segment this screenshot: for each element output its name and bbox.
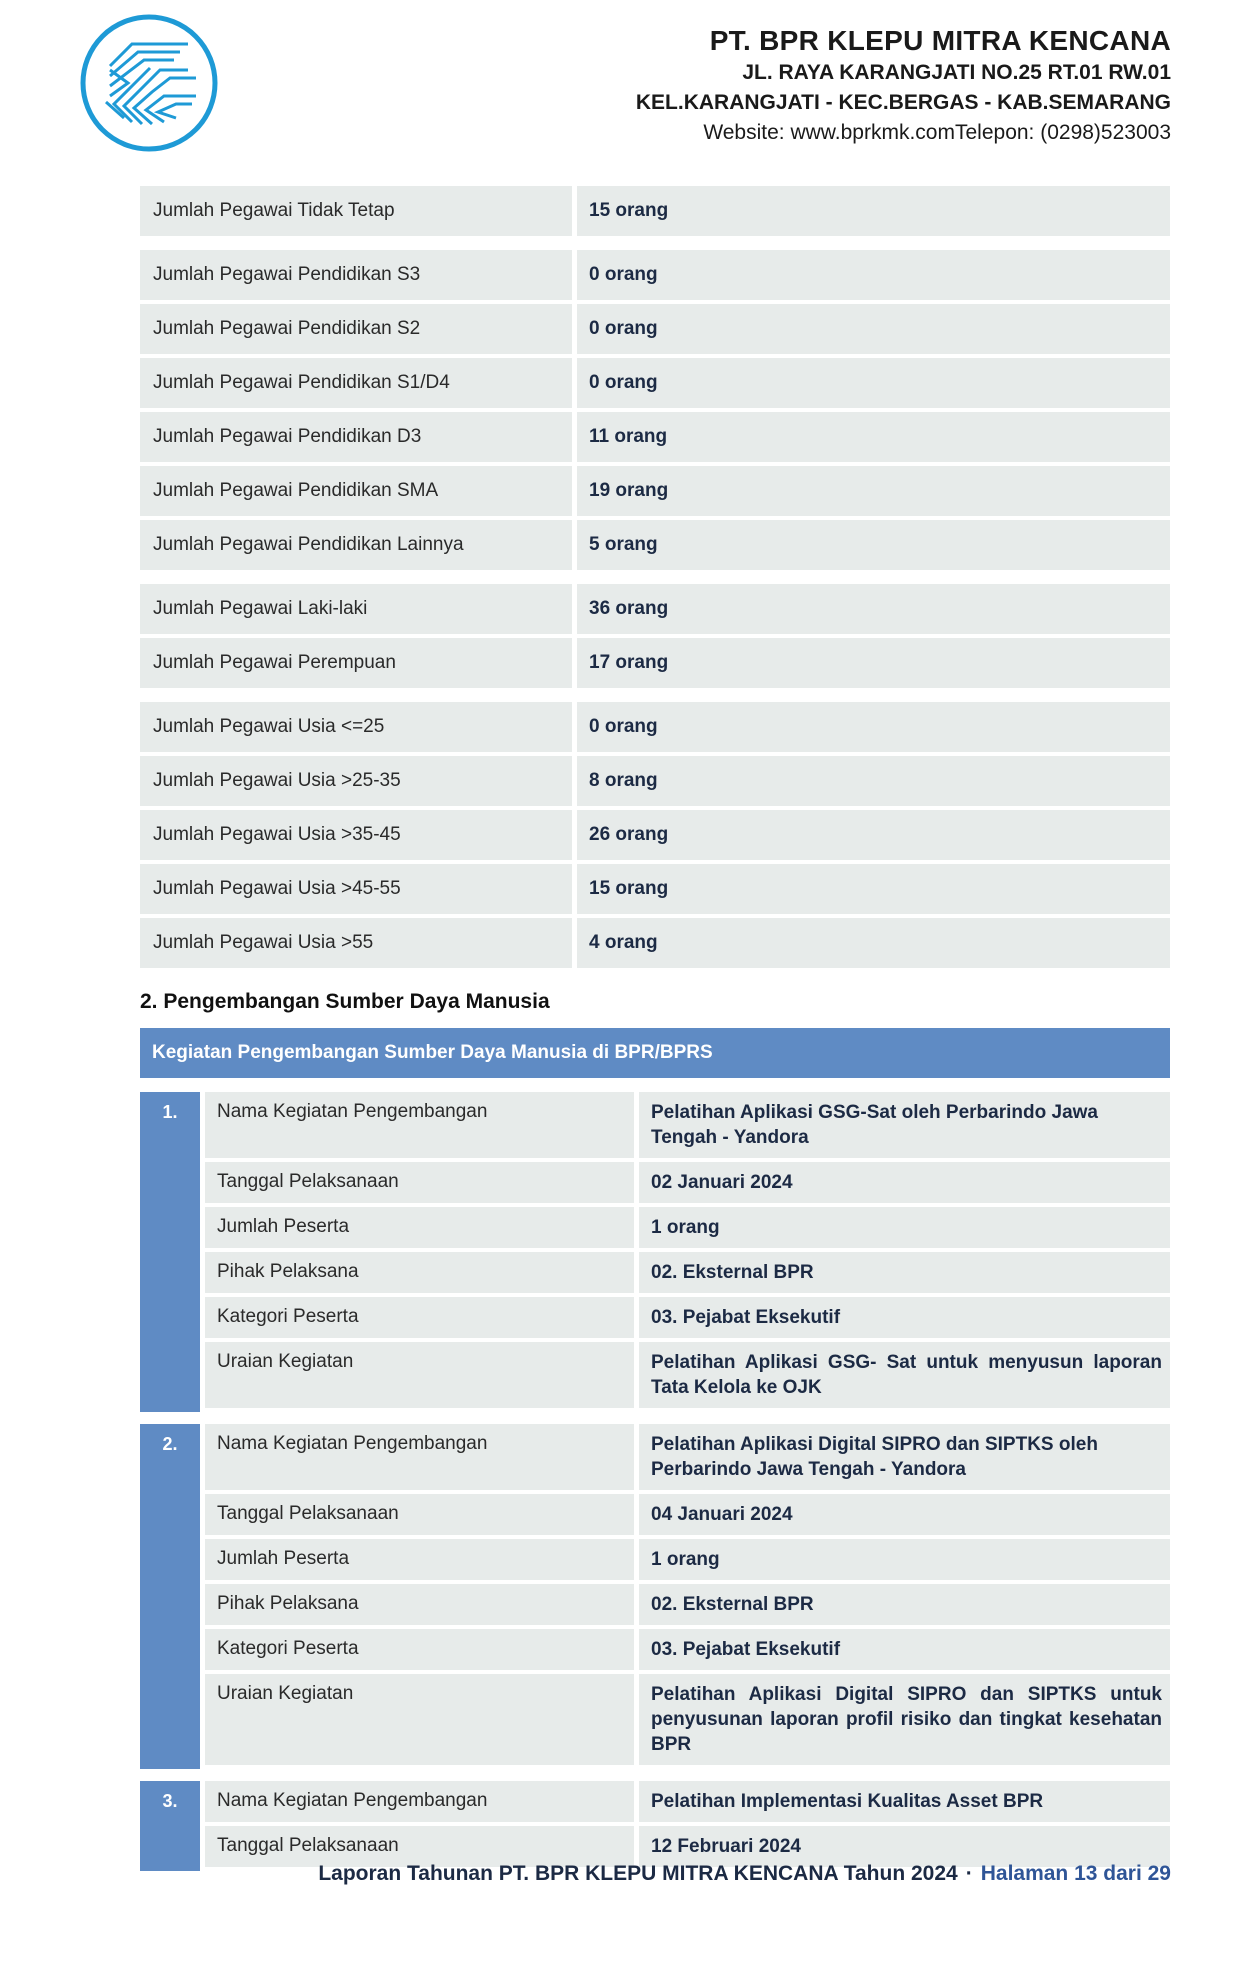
table-row <box>140 304 1170 354</box>
stat-value: 15 orang <box>577 186 1170 236</box>
footer-page-number: Halaman 13 dari 29 <box>980 1862 1171 1885</box>
activity-row <box>205 1252 1170 1293</box>
stat-value: 0 orang <box>577 358 1170 408</box>
stat-value: 11 orang <box>577 412 1170 462</box>
activity-row <box>205 1424 1170 1490</box>
activity-value: Pelatihan Aplikasi GSG- Sat untuk menyusun laporan Tata Kelola ke OJK <box>639 1342 1170 1408</box>
activity-value: 04 Januari 2024 <box>639 1494 1170 1535</box>
activity-value: Pelatihan Aplikasi GSG-Sat oleh Perbarindo Jawa Tengah - Yandora <box>639 1092 1170 1158</box>
activity-label: Jumlah Peserta <box>205 1539 634 1580</box>
stat-label: Jumlah Pegawai Usia >45-55 <box>140 864 572 914</box>
activity-block <box>140 1424 1170 1769</box>
stat-value: 4 orang <box>577 918 1170 968</box>
page-content <box>140 186 1170 1883</box>
footer-separator: · <box>965 1862 973 1885</box>
activity-row <box>205 1629 1170 1670</box>
table-row <box>140 186 1170 236</box>
activity-label: Uraian Kegiatan <box>205 1342 634 1408</box>
stat-value: 36 orang <box>577 584 1170 634</box>
activity-label: Nama Kegiatan Pengembangan <box>205 1424 634 1490</box>
activity-value: 1 orang <box>639 1539 1170 1580</box>
activity-label: Nama Kegiatan Pengembangan <box>205 1092 634 1158</box>
activity-value: Pelatihan Implementasi Kualitas Asset BPR <box>639 1781 1170 1822</box>
table-row <box>140 412 1170 462</box>
activity-block <box>140 1781 1170 1871</box>
stat-value: 0 orang <box>577 702 1170 752</box>
activity-value: 02. Eksternal BPR <box>639 1252 1170 1293</box>
activity-label: Pihak Pelaksana <box>205 1584 634 1625</box>
table-row <box>140 638 1170 688</box>
stat-label: Jumlah Pegawai Usia <=25 <box>140 702 572 752</box>
activity-row <box>205 1342 1170 1408</box>
table-row <box>140 702 1170 752</box>
table-row <box>140 810 1170 860</box>
activity-block <box>140 1092 1170 1412</box>
stat-value: 26 orang <box>577 810 1170 860</box>
activity-row <box>205 1297 1170 1338</box>
stat-label: Jumlah Pegawai Laki-laki <box>140 584 572 634</box>
page-footer <box>318 1862 1171 1886</box>
activity-row <box>205 1092 1170 1158</box>
activity-row <box>205 1539 1170 1580</box>
table-row <box>140 918 1170 968</box>
activity-row <box>205 1781 1170 1822</box>
stat-label: Jumlah Pegawai Pendidikan S3 <box>140 250 572 300</box>
table-row <box>140 584 1170 634</box>
stat-value: 19 orang <box>577 466 1170 516</box>
activity-value: 03. Pejabat Eksekutif <box>639 1629 1170 1670</box>
activity-value: Pelatihan Aplikasi Digital SIPRO dan SIPTKS oleh Perbarindo Jawa Tengah - Yandora <box>639 1424 1170 1490</box>
stat-value: 15 orang <box>577 864 1170 914</box>
stat-value: 5 orang <box>577 520 1170 570</box>
company-logo-icon <box>80 14 218 152</box>
section-title: 2. Pengembangan Sumber Daya Manusia <box>140 990 550 1013</box>
stat-value: 17 orang <box>577 638 1170 688</box>
activity-row <box>205 1162 1170 1203</box>
activity-row <box>205 1494 1170 1535</box>
table-row <box>140 520 1170 570</box>
stat-label: Jumlah Pegawai Perempuan <box>140 638 572 688</box>
employee-stats-table <box>140 186 1170 968</box>
page-header <box>0 0 1241 160</box>
stat-label: Jumlah Pegawai Tidak Tetap <box>140 186 572 236</box>
activity-row <box>205 1584 1170 1625</box>
footer-report-title: Laporan Tahunan PT. BPR KLEPU MITRA KENCANA Tahun 2024 <box>318 1862 958 1885</box>
activity-number: 2. <box>140 1424 200 1769</box>
table-row <box>140 756 1170 806</box>
company-name: PT. BPR KLEPU MITRA KENCANA <box>709 25 1171 56</box>
stat-label: Jumlah Pegawai Usia >25-35 <box>140 756 572 806</box>
stat-label: Jumlah Pegawai Pendidikan SMA <box>140 466 572 516</box>
activity-label: Uraian Kegiatan <box>205 1674 634 1765</box>
activity-row <box>205 1207 1170 1248</box>
activity-row <box>205 1674 1170 1765</box>
stat-label: Jumlah Pegawai Usia >35-45 <box>140 810 572 860</box>
activity-value: Pelatihan Aplikasi Digital SIPRO dan SIPTKS untuk penyusunan laporan profil risiko dan tingkat kesehatan BPR <box>639 1674 1170 1765</box>
stat-label: Jumlah Pegawai Pendidikan S1/D4 <box>140 358 572 408</box>
stat-label: Jumlah Pegawai Usia >55 <box>140 918 572 968</box>
table-row <box>140 466 1170 516</box>
stat-value: 0 orang <box>577 304 1170 354</box>
activity-value: 12 Februari 2024 <box>639 1826 1170 1867</box>
table-row <box>140 250 1170 300</box>
activity-label: Tanggal Pelaksanaan <box>205 1826 634 1867</box>
activity-row <box>205 1826 1170 1867</box>
activity-number: 1. <box>140 1092 200 1412</box>
activity-label: Jumlah Peserta <box>205 1207 634 1248</box>
company-address-line2: KEL.KARANGJATI - KEC.BERGAS - KAB.SEMARANG <box>635 91 1171 114</box>
activity-label: Tanggal Pelaksanaan <box>205 1494 634 1535</box>
stat-label: Jumlah Pegawai Pendidikan Lainnya <box>140 520 572 570</box>
activity-label: Kategori Peserta <box>205 1297 634 1338</box>
activity-value: 1 orang <box>639 1207 1170 1248</box>
table-row <box>140 864 1170 914</box>
stat-value: 8 orang <box>577 756 1170 806</box>
activities-table-header: Kegiatan Pengembangan Sumber Daya Manusia di BPR/BPRS <box>140 1028 1170 1078</box>
table-row <box>140 358 1170 408</box>
company-contact: Website: www.bprkmk.comTelepon: (0298)523003 <box>703 121 1171 144</box>
activity-value: 02 Januari 2024 <box>639 1162 1170 1203</box>
stat-label: Jumlah Pegawai Pendidikan S2 <box>140 304 572 354</box>
stat-label: Jumlah Pegawai Pendidikan D3 <box>140 412 572 462</box>
activity-label: Tanggal Pelaksanaan <box>205 1162 634 1203</box>
activity-value: 02. Eksternal BPR <box>639 1584 1170 1625</box>
activity-number: 3. <box>140 1781 200 1871</box>
activity-label: Pihak Pelaksana <box>205 1252 634 1293</box>
activity-label: Nama Kegiatan Pengembangan <box>205 1781 634 1822</box>
stat-value: 0 orang <box>577 250 1170 300</box>
company-address-line1: JL. RAYA KARANGJATI NO.25 RT.01 RW.01 <box>742 61 1171 84</box>
activity-label: Kategori Peserta <box>205 1629 634 1670</box>
activity-value: 03. Pejabat Eksekutif <box>639 1297 1170 1338</box>
